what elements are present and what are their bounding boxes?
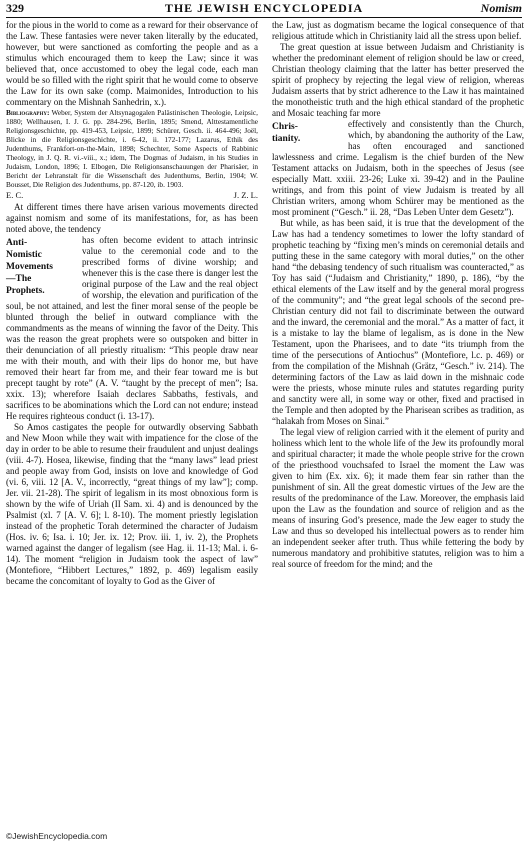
running-title: THE JEWISH ENCYCLOPEDIA <box>164 1 364 15</box>
bibliography-text: Weber, System der Altsynagogalen Palästinischen Theologie, Leipsic, 1880; Wellhausen, I. J. G. pp. 284-296, Berlin, 1895; Smend, Alttestamentliche Religionsgeschichte, pp. 419-453, Leipsic, 1899; Schürer, Gesch. ii. 464-496; Joël, Blicke in die Religionsgeschichte, i. 6-42, ii. 172-177; Lazarus, Ethik des Judenthums, Frankfort-on-the-Main, 1898; Schechter, Some Aspects of Rabbinic Theology, in J. Q. R. vi.-viii., x.; idem, The Dogmas of Judaism, in his Studies in Judaism, London, 1896; I. Elbogen, Die Religionsanschauungen der Pharisäer, in Bericht der Lehranstalt für die Wissenschaft des Judenthums, Berlin, 1904; W. Bousset, Die Religion des Judenthums, pp. 87-120, ib. 1903. <box>6 108 258 189</box>
paragraph-christianity: effectively and consistently than the Church, which, by abandoning the authority of the Law, has often encouraged and sanctioned lawlessness and crime. Legalism is the chief burden of the New Testament attacks on Judaism, both in the speeches of Jesus (see especially Matt. xxiii. 23-26; Luke xi. 39-42) and in the Pauline writings, and from this point of view Judaism is treated by all Christian writers, among whom Schürer may be mentioned as the most prominent (“Gesch.” ii. 28, “Das Leben Unter dem Gesetz”). <box>272 119 524 217</box>
side-heading-line: —The <box>6 274 32 284</box>
paragraph-development-of-law: But while, as has been said, it is true that the development of the Law has had a tendency sometimes to lower the lofty standard of prophetic teaching by “fixing men’s minds on ceremonial details and putting these in the same category with moral duties,” on the other hand “the debasing tendency of such ritualism was counteracted,” as Toy has said (“Judaism and Christianity,” 1890, p. 186), “by the ethical elements of the Law itself and by the general moral progress of the community”; and “the great legal schools of the second pre-Christian century did not fail to discriminate between the outward and the inward, the ceremonial and the moral.” As a matter of fact, it is a mistake to lay the blame of legalism, as is done in the New Testament, upon the Pharisees, and to date “its triumph from the time of the persecutions of Antiochus” (Montefiore, l.c. p. 469) or from the compilation of the Mishnah (Grätz, “Gesch.” iv. 214). The determining factors of the Law as laid down in the mishnaic code were the priests, whose minute rules and statutes regarding purity and sanctity were all, in some way or other, fixed and practised in the Temple and then adopted by the Pharisean scribes as tradition, as “halakah from Moses on Sinai.” <box>272 218 524 426</box>
side-heading-line: Prophets. <box>6 286 45 296</box>
paragraph-dogmatism: the Law, just as dogmatism became the logical consequence of that religious attitude which in Christianity laid all the stress upon belief. <box>272 20 524 41</box>
page-header <box>6 0 522 18</box>
signature-editor: E. C. <box>6 190 24 200</box>
paragraph-amos: So Amos castigates the people for outwardly observing Sabbath and New Moon while they wait with impatience for the close of the day in order to be able to resume their fraudulent and unjust dealings (viii. 4-7). Hosea, likewise, finding that the “many laws” lead priest and people away from God, insists on love and knowledge of God (vi. 6, viii. 12 [A. V., incorrectly, “great things of my law”]; comp. Jer. vii. 21-28). The spirit of legalism in its most obnoxious form is shown by the wife of Uriah (II Sam. xi. 4) and is denounced by the Psalmist (xl. 7 [A. V. 6]; l. 8-10). The moment priestly legislation instead of the prophetic Torah determined the character of Judaism (Hos. iv. 6; Isa. i. 10; Jer. ix. 12; Prov. iii. 1, iv. 2), the Prophets warned against the danger of legalism (see Hag. ii. 11-13; Mal. i. 6-14). The moment “religion in Judaism took the aspect of law” (Montefiore, “Hibbert Lectures,” 1892, p. 469) legalism easily became the concomitant of loyalty to God as the Giver of <box>6 422 258 586</box>
bibliography <box>6 108 258 189</box>
paragraph-fantasies: for the pious in the world to come as a reward for their observance of the Law. These fantasies were never taken literally by the educated, however, but were sanctioned as comforting the people and as a stimulus which encouraged them to keep the Law; since it was believed that, once accustomed to obey the legal code, each man would be so filled with the right spirit that he would come to observe the Law for its own sake (comp. Maimonides, Introduction to his commentary on the Mishnah Sanhedrin, x.). <box>6 20 259 107</box>
side-heading-anti-nomistic <box>6 237 76 297</box>
signature-author: J. Z. L. <box>233 190 258 200</box>
watermark: ©JewishEncyclopedia.com <box>6 831 108 841</box>
bibliography-label: Bibliography: <box>6 108 50 117</box>
paragraph-prophets: has often become evident to attach intrinsic value to the ceremonial code and to the prescribed forms of divine worship; and whenever this is the case there is danger lest the original purpose of the Law and the real object of worship, the elevation and purification of the soul, be not attained, and lest the finer moral sense of the people be blunted through the belief in outward compliance with the commandments as the means of winning the favor of the Deity. This was the reason the great prophets were so outspoken and bitter in their denunciation of all priestly ritualism: “This people draw near me with their mouth, and with their lips do honor me, but have removed their heart far from me, and their fear toward me is but precept taught by rote” (A. V. “taught by the precept of men”; Isa. xxix. 13); wherefore Isaiah declares Sabbaths, festivals, and sacrifices to be abominations which the Lord can not endure; instead He requires righteous conduct (i. 13-17). <box>6 235 258 421</box>
catchword: Nomism <box>480 1 522 15</box>
side-heading-line: Nomistic <box>6 250 42 260</box>
page-number: 329 <box>6 1 24 15</box>
signature-line <box>6 189 258 201</box>
side-heading-line: Movements <box>6 262 53 272</box>
right-column <box>272 20 524 570</box>
paragraph-great-question: The great question at issue between Judaism and Christianity is whether the predominant element of religion should be law or creed, Christian theology claiming that the latter has better preserved the spirit of prophecy by rejecting the legal view of religion, whereas Judaism asserts that by strict adherence to the Law it has maintained the monotheistic truth and the high ethical standard of the prophetic and Mosaic teaching far more <box>272 42 524 118</box>
side-heading-line: tianity. <box>272 134 301 144</box>
paragraph-legal-view: The legal view of religion carried with it the element of purity and holiness which lent to the whole life of the Jew its profoundly moral and spiritual character; it made the whole people strive for the crown of the priesthood vouchsafed to Israel the moment the Law was given to him (Ex. xix. 6); it made them fear sin rather than the punishment of sin. All the great domestic virtues of the Jew are the results of the predominance of the Law. Moreover, the emphasis laid upon the Law as the foundation and source of religion and as the means of insuring God’s presence, made the Jew eager to study the Law and thus so developed his intellectual powers as to render him an independent seeker after truth. Thus while fettering the body by numerous mandatory and prohibitive statutes, religion was to him a real source of freedom for the mind; and the <box>272 427 524 569</box>
left-column <box>6 20 258 587</box>
side-heading-christianity <box>272 121 342 145</box>
paragraph-movements-intro: At different times there have arisen various movements directed against nomism and some of its manifestations, for, as has been noted above, the tendency <box>6 202 258 234</box>
side-heading-line: Chris- <box>272 122 298 132</box>
side-heading-line: Anti- <box>6 238 28 248</box>
